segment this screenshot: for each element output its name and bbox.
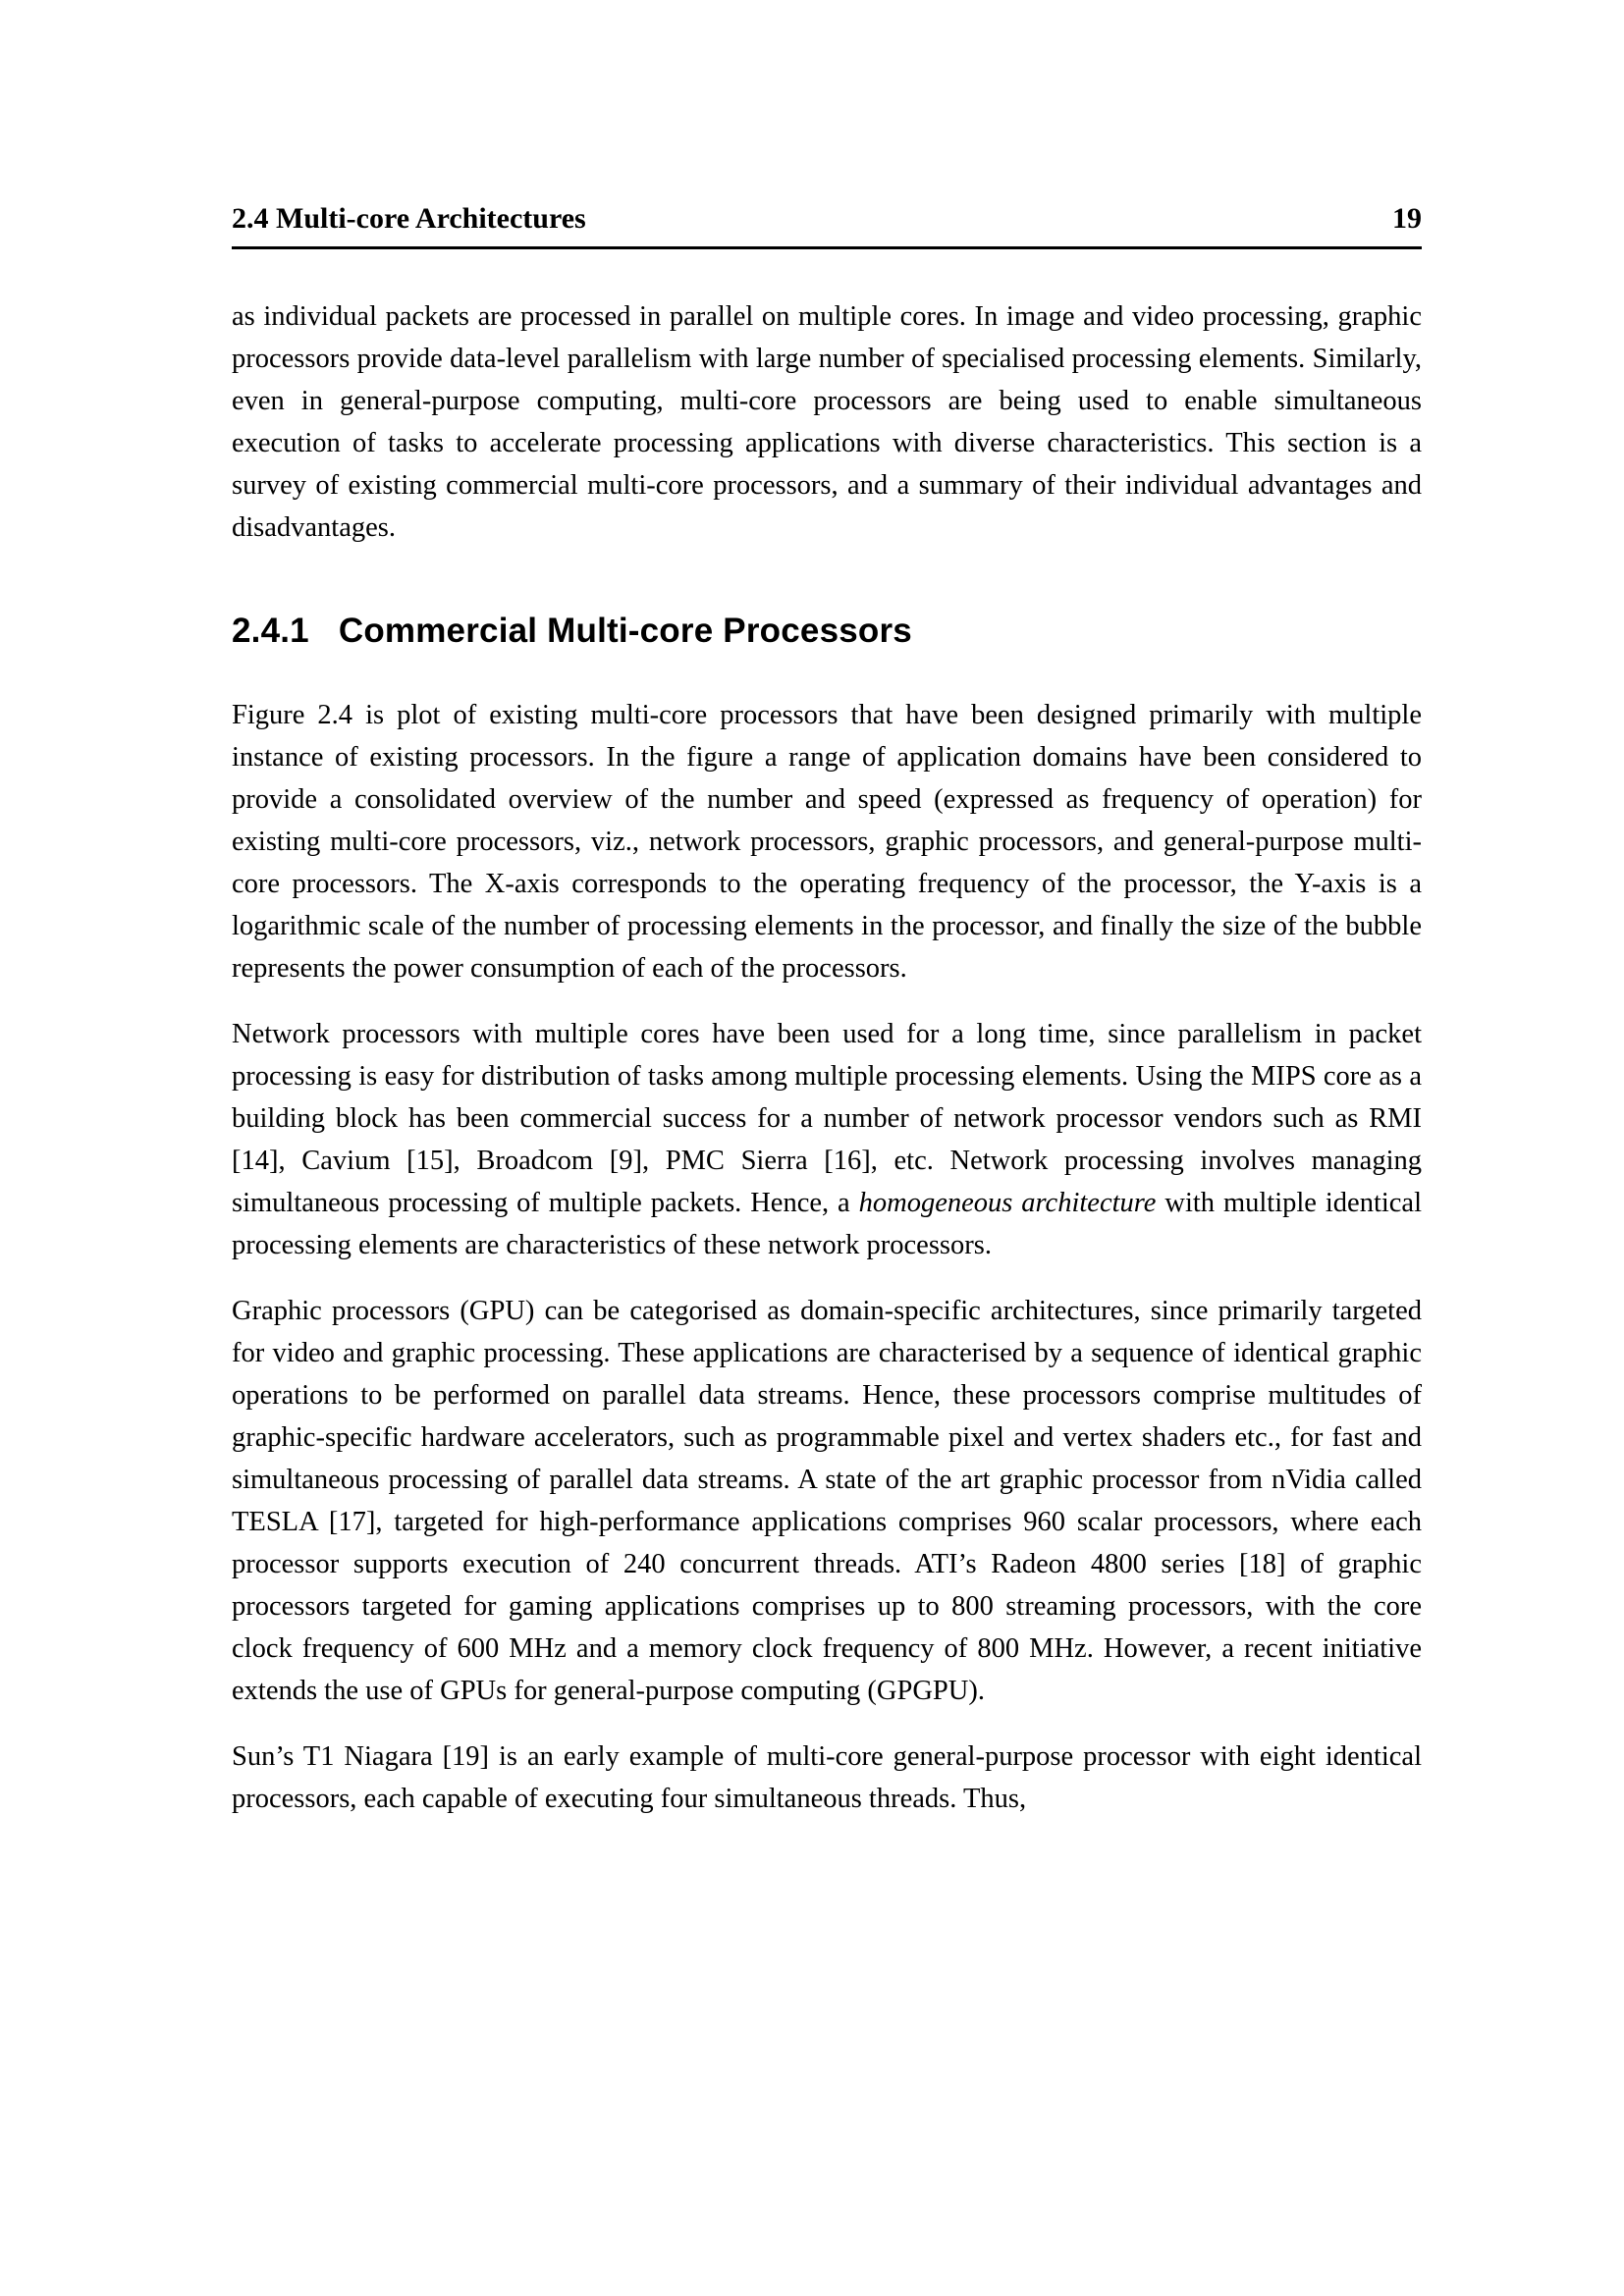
running-header: [232, 202, 1422, 249]
network-paragraph-text-after: with multiple identical processing elements are characteristics of these network processors.: [232, 1188, 1422, 1260]
running-header-title: 2.4 Multi-core Architectures: [232, 202, 586, 235]
paragraph-graphic-processors: Graphic processors (GPU) can be categorised as domain-specific architectures, since primarily targeted for video and graphic processing. These applications are characterised by a sequence of identical graphic operations to be performed on parallel data streams. Hence, these processors comprise multitudes of graphic-specific hardware accelerators, such as programmable pixel and vertex shaders etc., for fast and simultaneous processing of parallel data streams. A state of the art graphic processor from nVidia called TESLA [17], targeted for high-performance applications comprises 960 scalar processors, where each processor supports execution of 240 concurrent threads. ATI’s Radeon 4800 series [18] of graphic processors targeted for gaming applications comprises up to 800 streaming processors, with the core clock frequency of 600 MHz and a memory clock frequency of 800 MHz. However, a recent initiative extends the use of GPUs for general-purpose computing (GPGPU).: [232, 1296, 1422, 1706]
section-number: 2.4.1: [232, 612, 309, 650]
paragraph-sun-niagara: Sun’s T1 Niagara [19] is an early example of multi-core general-purpose processor with eight identical processors, each capable of executing four simultaneous threads. Thus,: [232, 1741, 1422, 1814]
paragraph-figure-overview: Figure 2.4 is plot of existing multi-core processors that have been designed primarily with multiple instance of existing processors. In the figure a range of application domains have been considered to provide a consolidated overview of the number and speed (expressed as frequency of operation) for existing multi-core processors, viz., network processors, graphic processors, and general-purpose multi-core processors. The X-axis corresponds to the operating frequency of the processor, the Y-axis is a logarithmic scale of the number of processing elements in the processor, and finally the size of the bubble represents the power consumption of each of the processors.: [232, 700, 1422, 984]
section-title: Commercial Multi-core Processors: [338, 612, 912, 650]
text-column: [232, 202, 1422, 1843]
italic-phrase-homogeneous-architecture: homogeneous architecture: [858, 1188, 1157, 1218]
page-number: 19: [1392, 202, 1422, 235]
paragraph-network-processors: [232, 1013, 1422, 1266]
section-heading: [232, 612, 1422, 651]
paragraph-intro: as individual packets are processed in parallel on multiple cores. In image and video processing, graphic processors provide data-level parallelism with large number of specialised processing elements. Similarly, even in general-purpose computing, multi-core processors are being used to enable simultaneous execution of tasks to accelerate processing applications with diverse characteristics. This section is a survey of existing commercial multi-core processors, and a summary of their individual advantages and disadvantages.: [232, 301, 1422, 543]
network-paragraph-text-before: Network processors with multiple cores have been used for a long time, since parallelism in packet processing is easy for distribution of tasks among multiple processing elements. Using the MIPS core as a building block has been commercial success for a number of network processor vendors such as RMI [14], Cavium [15], Broadcom [9], PMC Sierra [16], etc. Network processing involves managing simultaneous processing of multiple packets. Hence, a: [232, 1019, 1422, 1218]
